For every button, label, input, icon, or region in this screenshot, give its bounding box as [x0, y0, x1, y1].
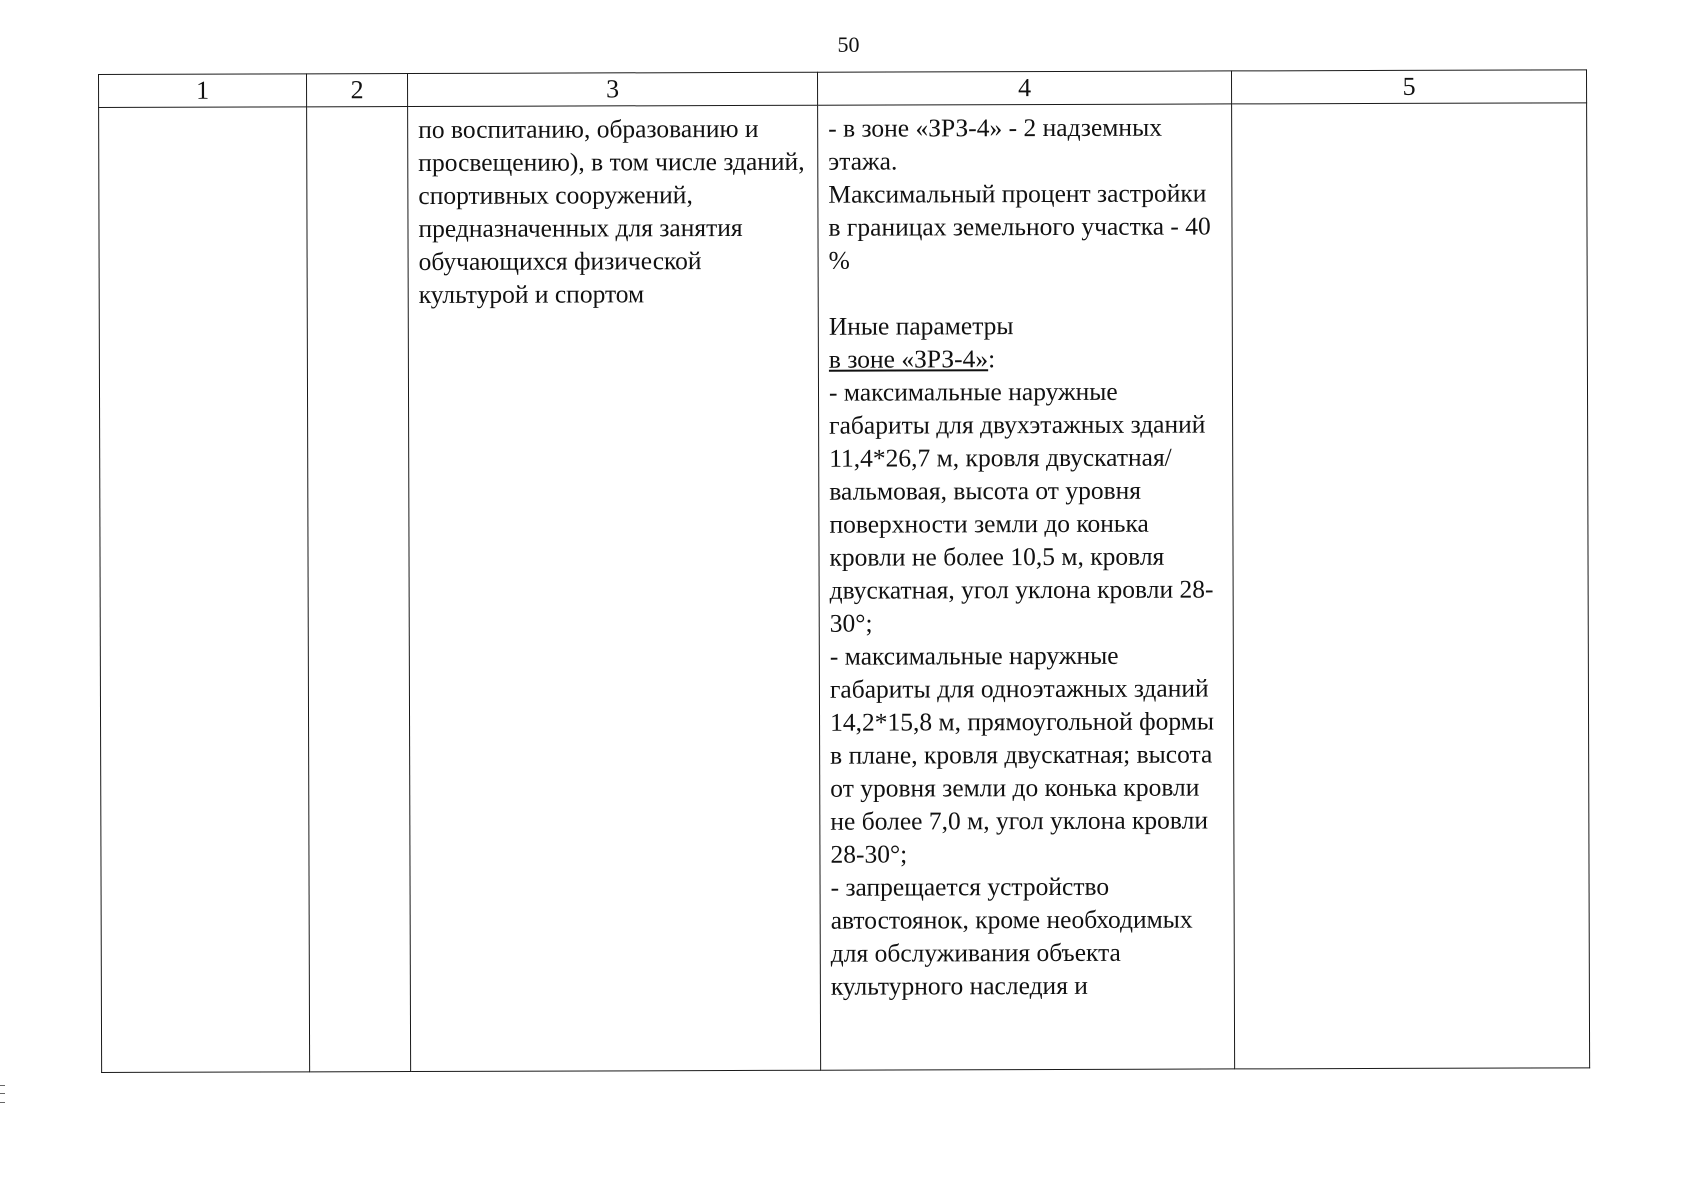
cell-col1: [99, 107, 310, 1073]
zone-heading-underlined: в зоне «ЗРЗ-4»: [828, 344, 989, 374]
cell-col3: [408, 105, 821, 1071]
column-header-4: 4: [817, 71, 1231, 105]
page-number: 50: [837, 32, 860, 57]
document-table: [98, 69, 1590, 1073]
land-use-description: по воспитанию, образованию и просвещению), в том числе зданий, спортивных сооружений, предназначенных для занятия обучающихся физической культурой и спортом: [418, 113, 805, 309]
cell-col4: [818, 104, 1235, 1070]
cell-col5: [1232, 103, 1590, 1069]
table-row: [99, 103, 1590, 1073]
zone-heading-colon: :: [988, 344, 996, 374]
column-header-2: 2: [307, 74, 408, 107]
parameters-text-top: - в зоне «ЗРЗ-4» - 2 надземных этажа. Максимальный процент застройки в границах земельного участка - 40 % Иные параметры: [828, 112, 1211, 341]
parameters-text-bottom: - максимальные наружные габариты для двухэтажных зданий 11,4*26,7 м, кровля двускатная/вальмовая, высота от уровня поверхности земли до конька кровли не более 10,5 м, кровля двускатная, угол уклона кровли 28-30°; - максимальные наружные габариты для одноэтажных зданий 14,2*15,8 м, прямоугольной формы в плане, кровля двускатная; высота от уровня земли до конька кровли не более 7,0 м, угол уклона кровли 28-30°; - запрещается устройство автостоянок, кроме необходимых для обслуживания объекта культурного наследия и: [828, 376, 1215, 1001]
column-header-1: 1: [99, 74, 307, 108]
column-header-3: 3: [408, 72, 818, 106]
scan-edge-mark: [0, 1085, 5, 1103]
zone-heading-line: [829, 341, 1222, 375]
table-header-row: [99, 70, 1587, 108]
cell-col2: [307, 107, 411, 1072]
column-header-5: 5: [1231, 70, 1586, 104]
